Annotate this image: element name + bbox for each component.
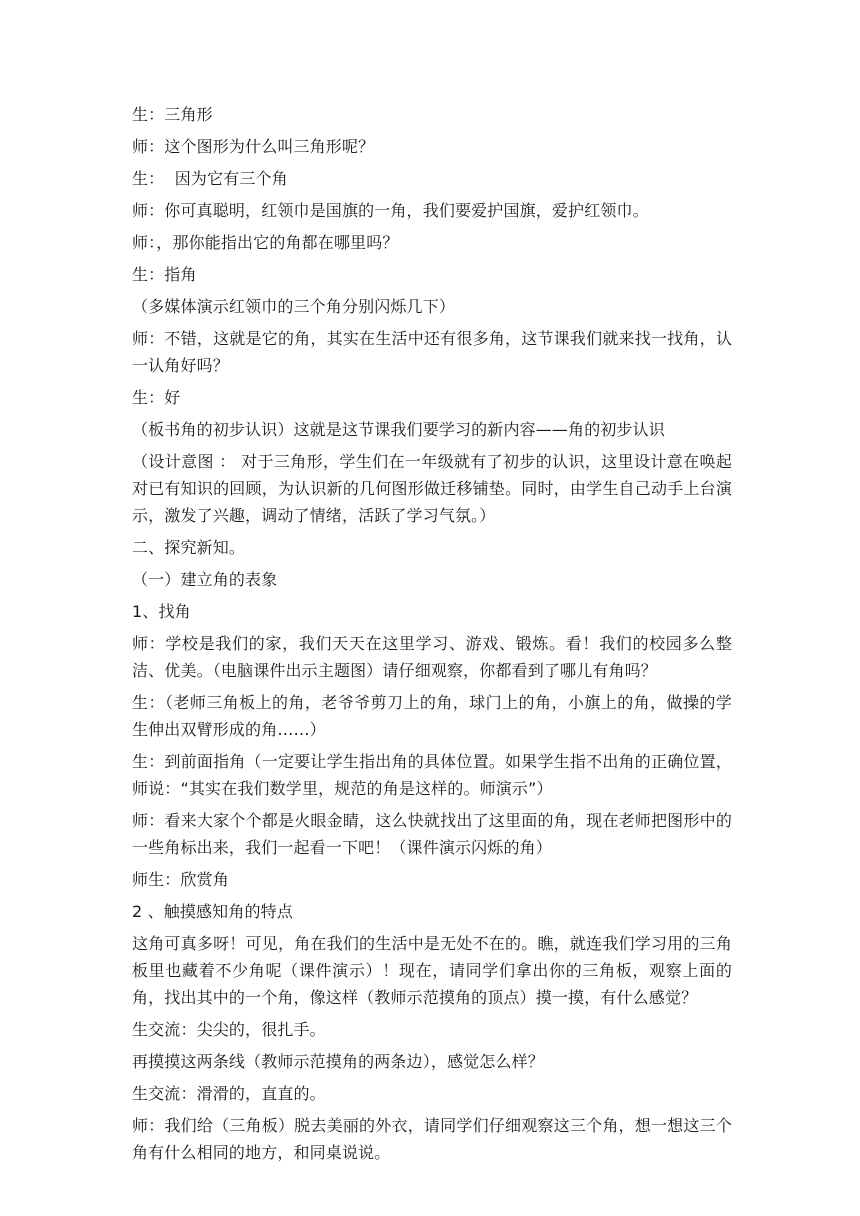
- step-heading: 1、找角: [132, 602, 191, 621]
- paragraph: 生：到前面指角（一定要让学生指出角的具体位置。如果学生指不出角的正确位置，师说：“其实在我们数学里，规范的角是这样的。师演示”）: [132, 752, 732, 798]
- paragraph: 师：看来大家个个都是火眼金睛，这么快就找出了这里面的角，现在老师把图形中的一些角标出来，我们一起看一下吧！（课件演示闪烁的角）: [132, 811, 732, 857]
- document-page: [132, 101, 732, 1171]
- paragraph: 这角可真多呀！可见，角在我们的生活中是无处不在的。瞧，就连我们学习用的三角板里也藏着不少角呢（课件演示）！现在，请同学们拿出你的三角板，观察上面的角，找出其中的一个角，像这样（教师示范摸角的顶点）摸一摸，有什么感觉？: [132, 934, 732, 1007]
- paragraph: 生：（老师三角板上的角，老爷爷剪刀上的角，球门上的角，小旗上的角，做操的学生伸出双臂形成的角……）: [132, 693, 732, 739]
- paragraph: 生：好: [132, 388, 181, 407]
- paragraph: （多媒体演示红领巾的三个角分别闪烁几下）: [132, 297, 456, 316]
- paragraph: 师：你可真聪明，红领巾是国旗的一角，我们要爱护国旗，爱护红领巾。: [132, 201, 649, 220]
- paragraph: 师：我们给（三角板）脱去美丽的外衣，请同学们仔细观察这三个角，想一想这三个角有什么相同的地方，和同桌说说。: [132, 1116, 732, 1162]
- paragraph: 师：学校是我们的家，我们天天在这里学习、游戏、锻炼。看！我们的校园多么整洁、优美。（电脑课件出示主题图）请仔细观察，你都看到了哪儿有角吗？: [132, 634, 732, 680]
- paragraph: 师：不错，这就是它的角，其实在生活中还有很多角，这节课我们就来找一找角，认一认角好吗？: [132, 329, 732, 375]
- paragraph: 生：指角: [132, 265, 197, 284]
- paragraph: 师：这个图形为什么叫三角形呢？: [132, 137, 375, 156]
- paragraph: （设计意图 ： 对于三角形，学生们在一年级就有了初步的认识，这里设计意在唤起对已有知识的回顾，为认识新的几何图形做迁移铺垫。同时，由学生自己动手上台演示，激发了兴趣，调动了情绪，活跃了学习气氛。）: [132, 452, 732, 525]
- paragraph: （板书角的初步认识）这就是这节课我们要学习的新内容——角的初步认识: [132, 420, 665, 439]
- paragraph: 生交流：尖尖的，很扎手。: [132, 1020, 326, 1039]
- paragraph: 生交流：滑滑的，直直的。: [132, 1084, 326, 1103]
- paragraph: 再摸摸这两条线（教师示范摸角的两条边），感觉怎么样？: [132, 1052, 544, 1071]
- subsection-heading: （一）建立角的表象: [132, 570, 278, 589]
- section-heading: 二、探究新知。: [132, 538, 246, 557]
- paragraph: 生：三角形: [132, 105, 213, 124]
- step-heading: 2 、触摸感知角的特点: [132, 902, 293, 921]
- paragraph: 师：，那你能指出它的角都在哪里吗？: [132, 233, 399, 252]
- paragraph: 师生：欣赏角: [132, 870, 229, 889]
- paragraph: 生： 因为它有三个角: [132, 169, 288, 188]
